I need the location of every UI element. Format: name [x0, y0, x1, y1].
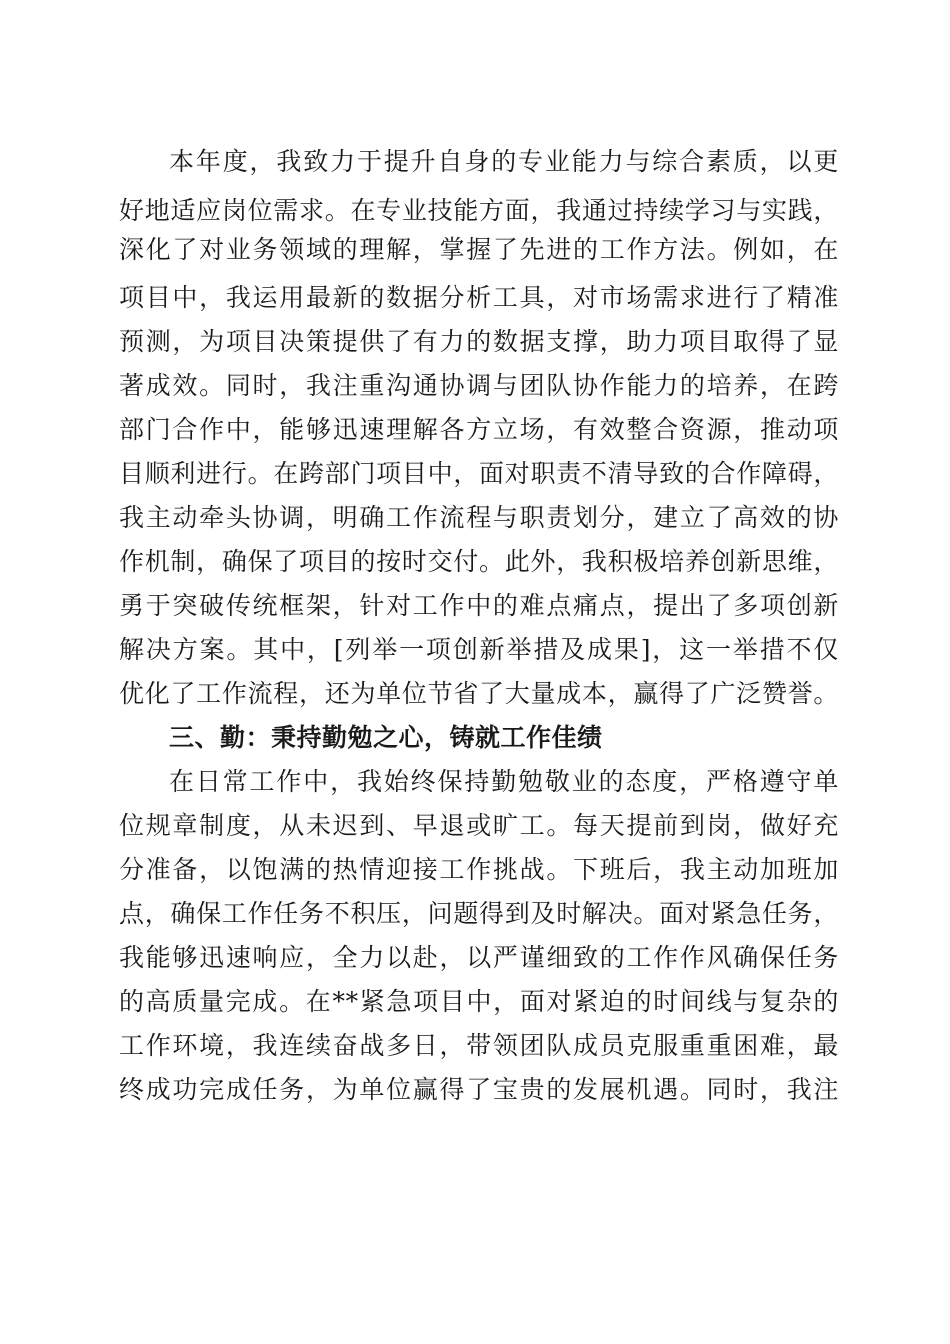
text-line: 项目中，我运用最新的数据分析工具，对市场需求进行了精准: [119, 283, 839, 312]
text-line: 部门合作中，能够迅速理解各方立场，有效整合资源，推动项: [119, 415, 839, 444]
text-line: 目顺利进行。在跨部门项目中，面对职责不清导致的合作障碍，: [119, 459, 839, 488]
text-line: 深化了对业务领域的理解，掌握了先进的工作方法。例如，在: [119, 235, 839, 264]
text-line: 我能够迅速响应，全力以赴，以严谨细致的工作作风确保任务: [119, 943, 839, 972]
text-line: 分准备，以饱满的热情迎接工作挑战。下班后，我主动加班加: [119, 855, 839, 884]
text-line: 点，确保工作任务不积压，问题得到及时解决。面对紧急任务，: [119, 899, 839, 928]
text-line: 在日常工作中，我始终保持勤勉敬业的态度，严格遵守单: [169, 767, 839, 796]
text-line: 解决方案。其中，[列举一项创新举措及成果]，这一举措不仅: [119, 635, 839, 664]
text-line: 优化了工作流程，还为单位节省了大量成本，赢得了广泛赞誉。: [119, 679, 839, 708]
text-line: 勇于突破传统框架，针对工作中的难点痛点，提出了多项创新: [119, 591, 839, 620]
text-line: 本年度，我致力于提升自身的专业能力与综合素质，以更: [169, 147, 839, 176]
text-line: 的高质量完成。在**紧急项目中，面对紧迫的时间线与复杂的: [119, 987, 839, 1016]
text-line: 预测，为项目决策提供了有力的数据支撑，助力项目取得了显: [119, 327, 839, 356]
text-line: 好地适应岗位需求。在专业技能方面，我通过持续学习与实践，: [119, 196, 839, 225]
text-line: 工作环境，我连续奋战多日，带领团队成员克服重重困难，最: [119, 1031, 839, 1060]
text-line: 位规章制度，从未迟到、早退或旷工。每天提前到岗，做好充: [119, 811, 839, 840]
text-line: 终成功完成任务，为单位赢得了宝贵的发展机遇。同时，我注: [119, 1075, 839, 1104]
text-line: 著成效。同时，我注重沟通协调与团队协作能力的培养，在跨: [119, 371, 839, 400]
text-line: 作机制，确保了项目的按时交付。此外，我积极培养创新思维，: [119, 547, 839, 576]
text-line: 我主动牵头协调，明确工作流程与职责划分，建立了高效的协: [119, 503, 839, 532]
section-heading: 三、勤：秉持勤勉之心，铸就工作佳绩: [169, 723, 603, 752]
